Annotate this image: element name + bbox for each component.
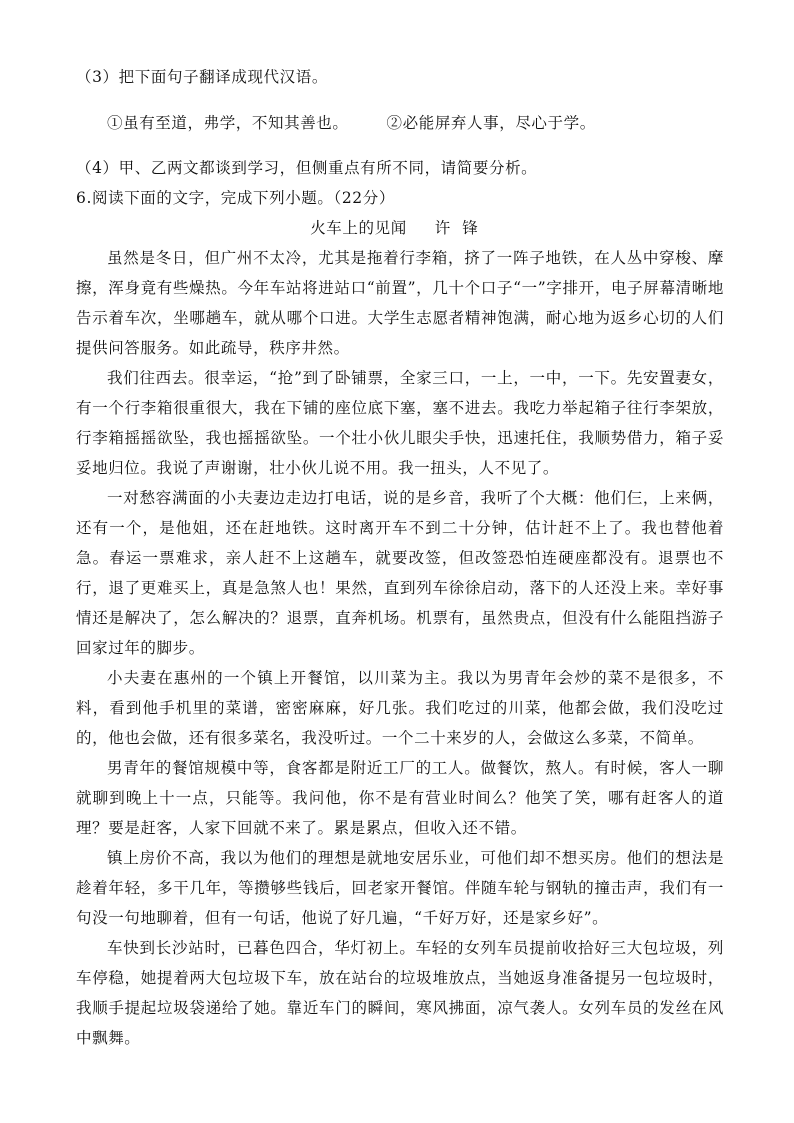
question-3-label: （3）把下面句子翻译成现代汉语。 bbox=[76, 68, 328, 86]
article-paragraph: 车快到长沙站时，已暮色四合，华灯初上。车轻的女列车员提前收拾好三大包垃圾，列车停稳，她提着两大包垃圾下车，放在站台的垃圾堆放点，当她返身准备提另一包垃圾时，我顺手提起垃圾袋递给了她。靠近车门的瞬间，寒风拂面，凉气袭人。女列车员的发丝在风中飘舞。 bbox=[76, 939, 724, 1047]
article-paragraph: 我们往西去。很幸运，“抢”到了卧铺票，全家三口，一上，一中，一下。先安置妻女，有一个行李箱很重很大，我在下铺的座位底下塞，塞不进去。我吃力举起箱子往行李架放，行李箱摇摇欲坠，我也摇摇欲坠。一个壮小伙儿眼尖手快，迅速托住，我顺势借力，箱子妥妥地归位。我说了声谢谢，壮小伙儿说不用。我一扭头，人不见了。 bbox=[76, 369, 724, 477]
question-6-label: 6.阅读下面的文字，完成下列小题。（22分） bbox=[76, 189, 395, 207]
document-content bbox=[76, 62, 724, 1053]
question-3-sentence-1: ①虽有至道，弗学，不知其善也。 bbox=[107, 113, 349, 132]
article-paragraph: 镇上房价不高，我以为他们的理想是就地安居乐业，可他们却不想买房。他们的想法是趁着年轻，多干几年，等攒够些钱后，回老家开餐馆。伴随车轮与钢轨的撞击声，我们有一句没一句地聊着，但有一句话，他说了好几遍，“千好万好，还是家乡好”。 bbox=[76, 849, 724, 927]
question-3-sentence-2: ②必能屏弃人事，尽心于学。 bbox=[386, 113, 596, 132]
article-title-line bbox=[76, 213, 724, 243]
question-4-label: （4）甲、乙两文都谈到学习，但侧重点有所不同，请简要分析。 bbox=[76, 159, 538, 177]
question-3-sentences bbox=[76, 108, 724, 138]
article-title: 火车上的见闻 bbox=[310, 219, 407, 237]
article-paragraph: 小夫妻在惠州的一个镇上开餐馆，以川菜为主。我以为男青年会炒的菜不是很多，不料，看到他手机里的菜谱，密密麻麻，好几张。我们吃过的川菜，他都会做，我们没吃过的，他也会做，还有很多菜名，我没听过。一个二十来岁的人，会做这么多菜，不简单。 bbox=[76, 669, 724, 747]
article-paragraph: 一对愁容满面的小夫妻边走边打电话，说的是乡音，我听了个大概：他们仨，上来俩，还有一个，是他姐，还在赶地铁。这时离开车不到二十分钟，估计赶不上了。我也替他着急。春运一票难求，亲人赶不上这趟车，就要改签，但改签恐怕连硬座都没有。退票也不行，退了更难买上，真是急煞人也！果然，直到列车徐徐启动，落下的人还没上来。幸好事情还是解决了，怎么解决的？退票，直奔机场。机票有，虽然贵点，但没有什么能阻挡游子回家过年的脚步。 bbox=[76, 489, 724, 657]
article-paragraph: 男青年的餐馆规模中等，食客都是附近工厂的工人。做餐饮，熬人。有时候，客人一聊就聊到晚上十一点，只能等。我问他，你不是有营业时间么？他笑了笑，哪有赶客人的道理？要是赶客，人家下回就不来了。累是累点，但收入还不错。 bbox=[76, 759, 724, 837]
article-paragraph: 虽然是冬日，但广州不太冷，尤其是拖着行李箱，挤了一阵子地铁，在人丛中穿梭、摩擦，浑身竟有些燥热。今年车站将进站口“前置”，几十个口子“一”字排开，电子屏幕清晰地告示着车次，坐哪趟车，就从哪个口进。大学生志愿者精神饱满，耐心地为返乡心切的人们提供问答服务。如此疏导，秩序井然。 bbox=[76, 249, 724, 357]
article-author: 许锋 bbox=[434, 219, 490, 237]
